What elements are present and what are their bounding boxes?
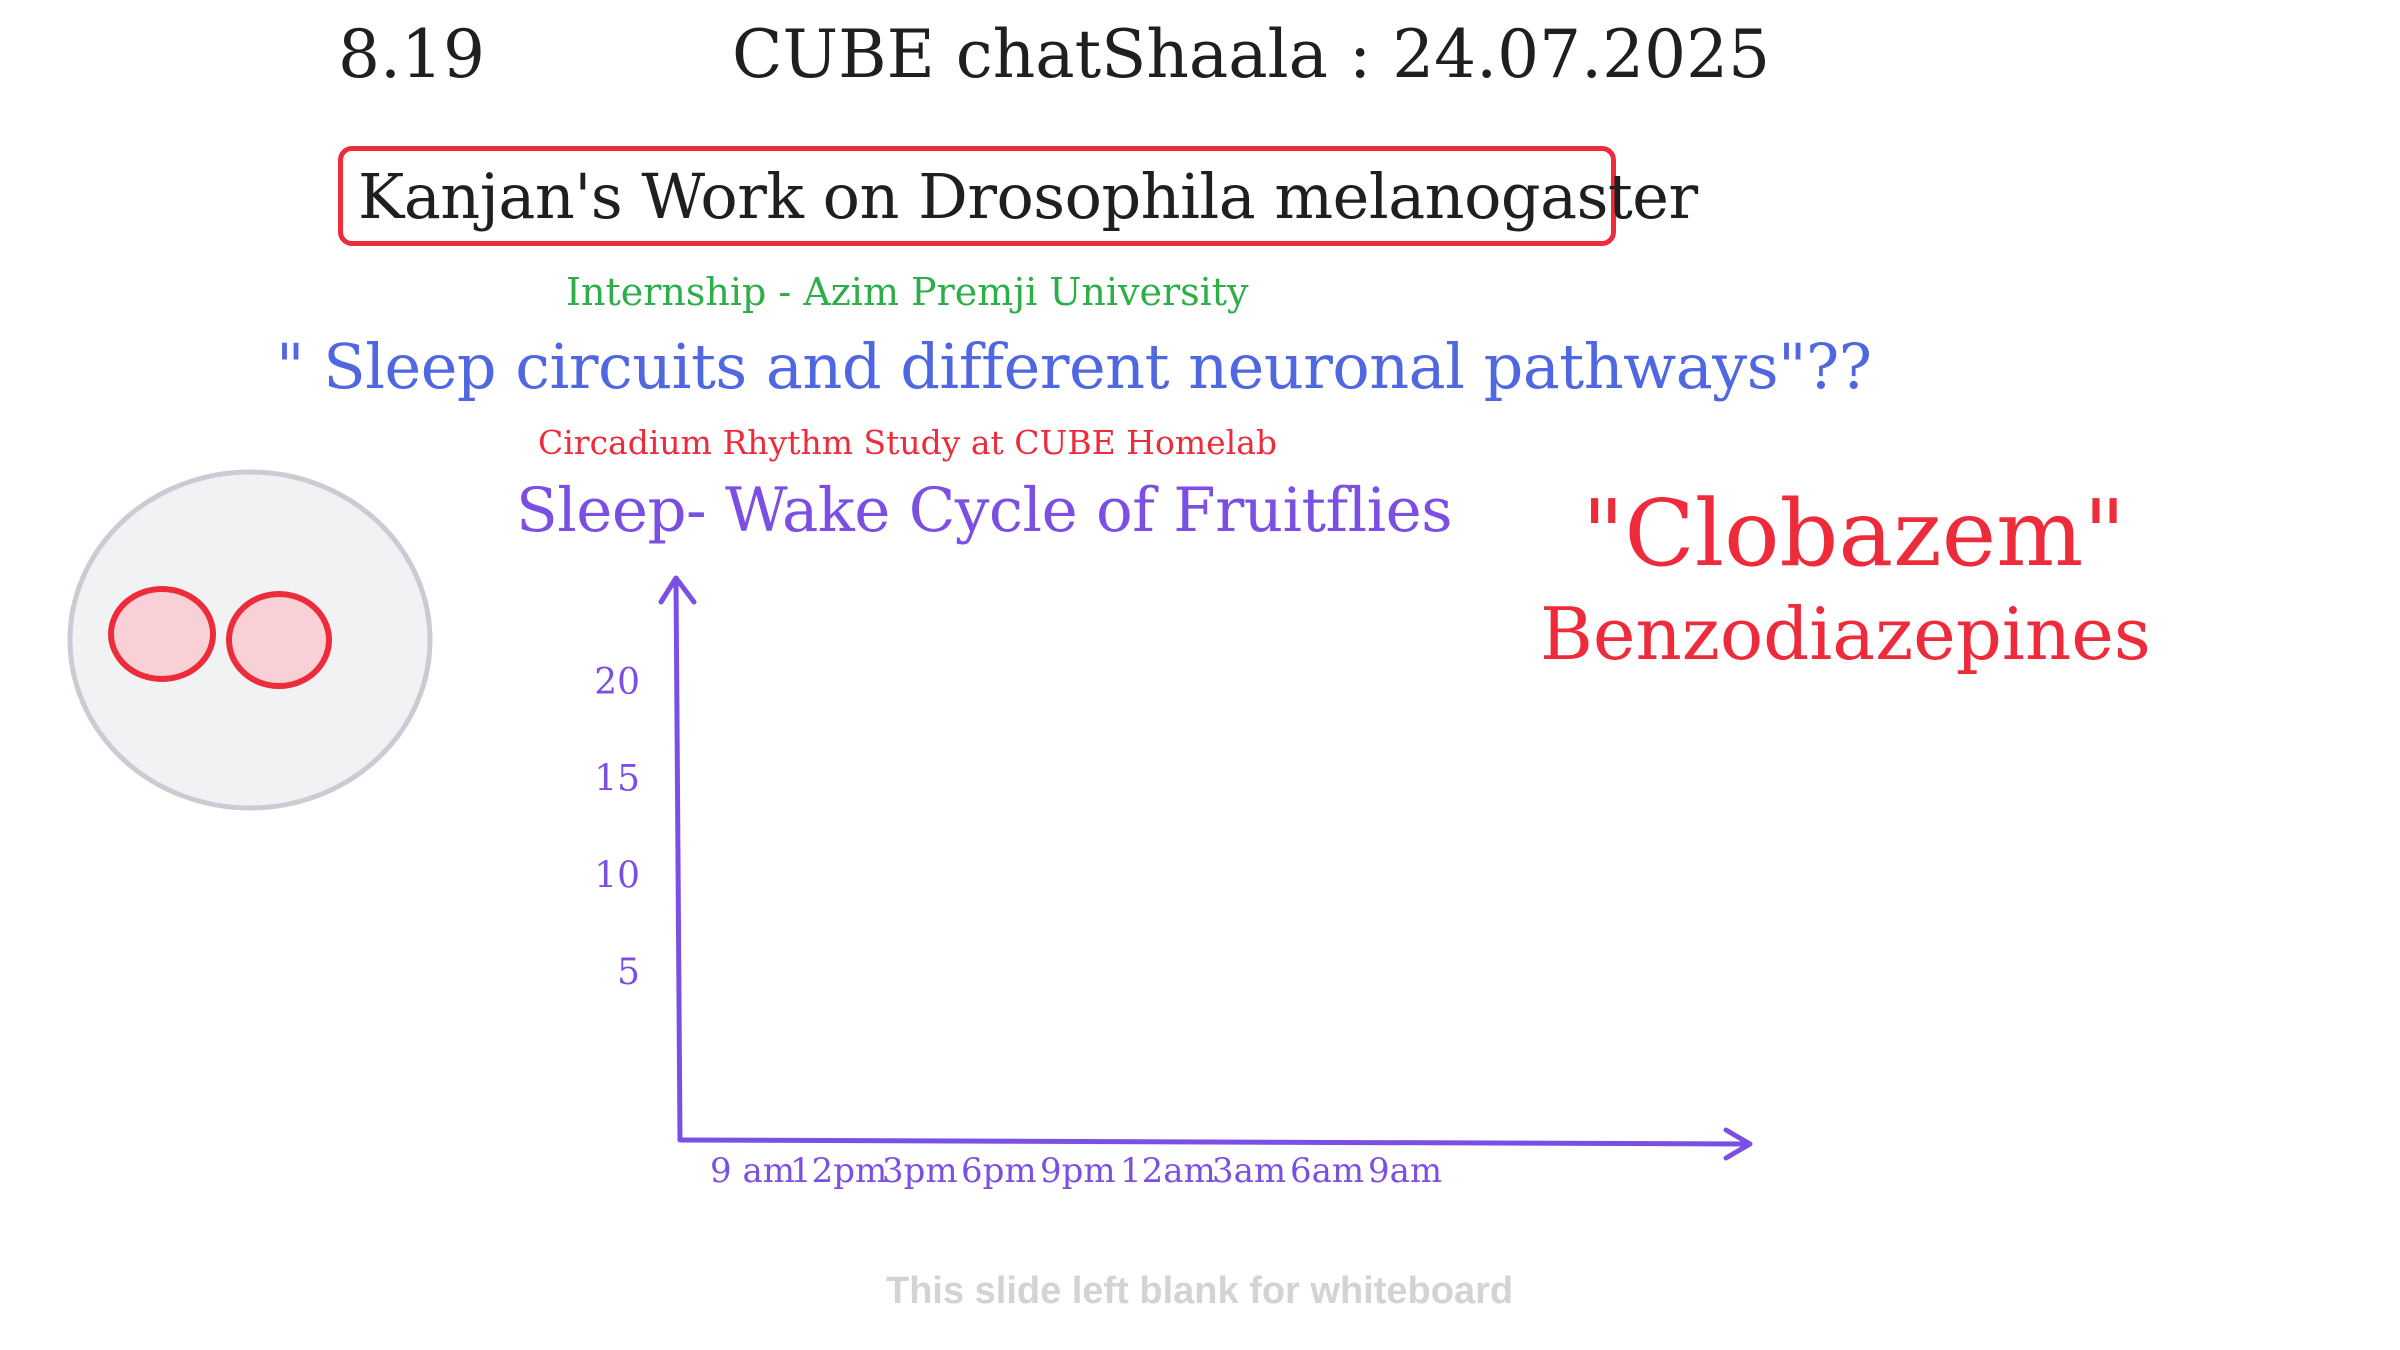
x-tick-label: 9am <box>1368 1151 1443 1191</box>
x-tick-label: 3pm <box>882 1151 958 1191</box>
x-tick-label: 9 am <box>710 1151 795 1191</box>
x-tick-label: 9pm <box>1040 1151 1116 1191</box>
fly-eye-left <box>111 589 213 679</box>
x-tick-label: 3am <box>1212 1151 1287 1191</box>
x-tick-label: 12am <box>1120 1151 1216 1191</box>
chart-axes <box>661 578 1750 1158</box>
y-axis <box>676 580 680 1140</box>
slide-number: 8.19 <box>338 16 485 93</box>
x-tick-label: 6pm <box>961 1151 1037 1191</box>
y-tick-label: 5 <box>617 952 640 993</box>
x-tick-label: 12pm <box>790 1151 888 1191</box>
chart-title: Sleep- Wake Cycle of Fruitflies <box>516 475 1453 546</box>
y-tick-labels <box>594 662 640 993</box>
fly-eye-right <box>229 594 329 686</box>
drug-class: Benzodiazepines <box>1540 592 2151 676</box>
internship-subtitle: Internship - Azim Premji University <box>566 270 1249 314</box>
research-question: " Sleep circuits and different neuronal pathways"?? <box>276 330 1872 403</box>
header-title: CUBE chatShaala : 24.07.2025 <box>732 16 1771 93</box>
study-note: Circadium Rhythm Study at CUBE Homelab <box>538 423 1278 462</box>
main-title: Kanjan's Work on Drosophila melanogaster <box>358 160 1698 233</box>
y-tick-label: 15 <box>594 758 640 800</box>
y-tick-label: 10 <box>594 855 640 897</box>
x-tick-label: 6am <box>1290 1151 1365 1191</box>
y-tick-label: 20 <box>594 662 640 703</box>
x-tick-labels <box>710 1151 1442 1191</box>
drug-name: "Clobazem" <box>1582 480 2126 587</box>
x-axis <box>680 1140 1748 1144</box>
petri-dish-illustration <box>70 472 430 808</box>
footer-note: This slide left blank for whiteboard <box>886 1270 1514 1312</box>
